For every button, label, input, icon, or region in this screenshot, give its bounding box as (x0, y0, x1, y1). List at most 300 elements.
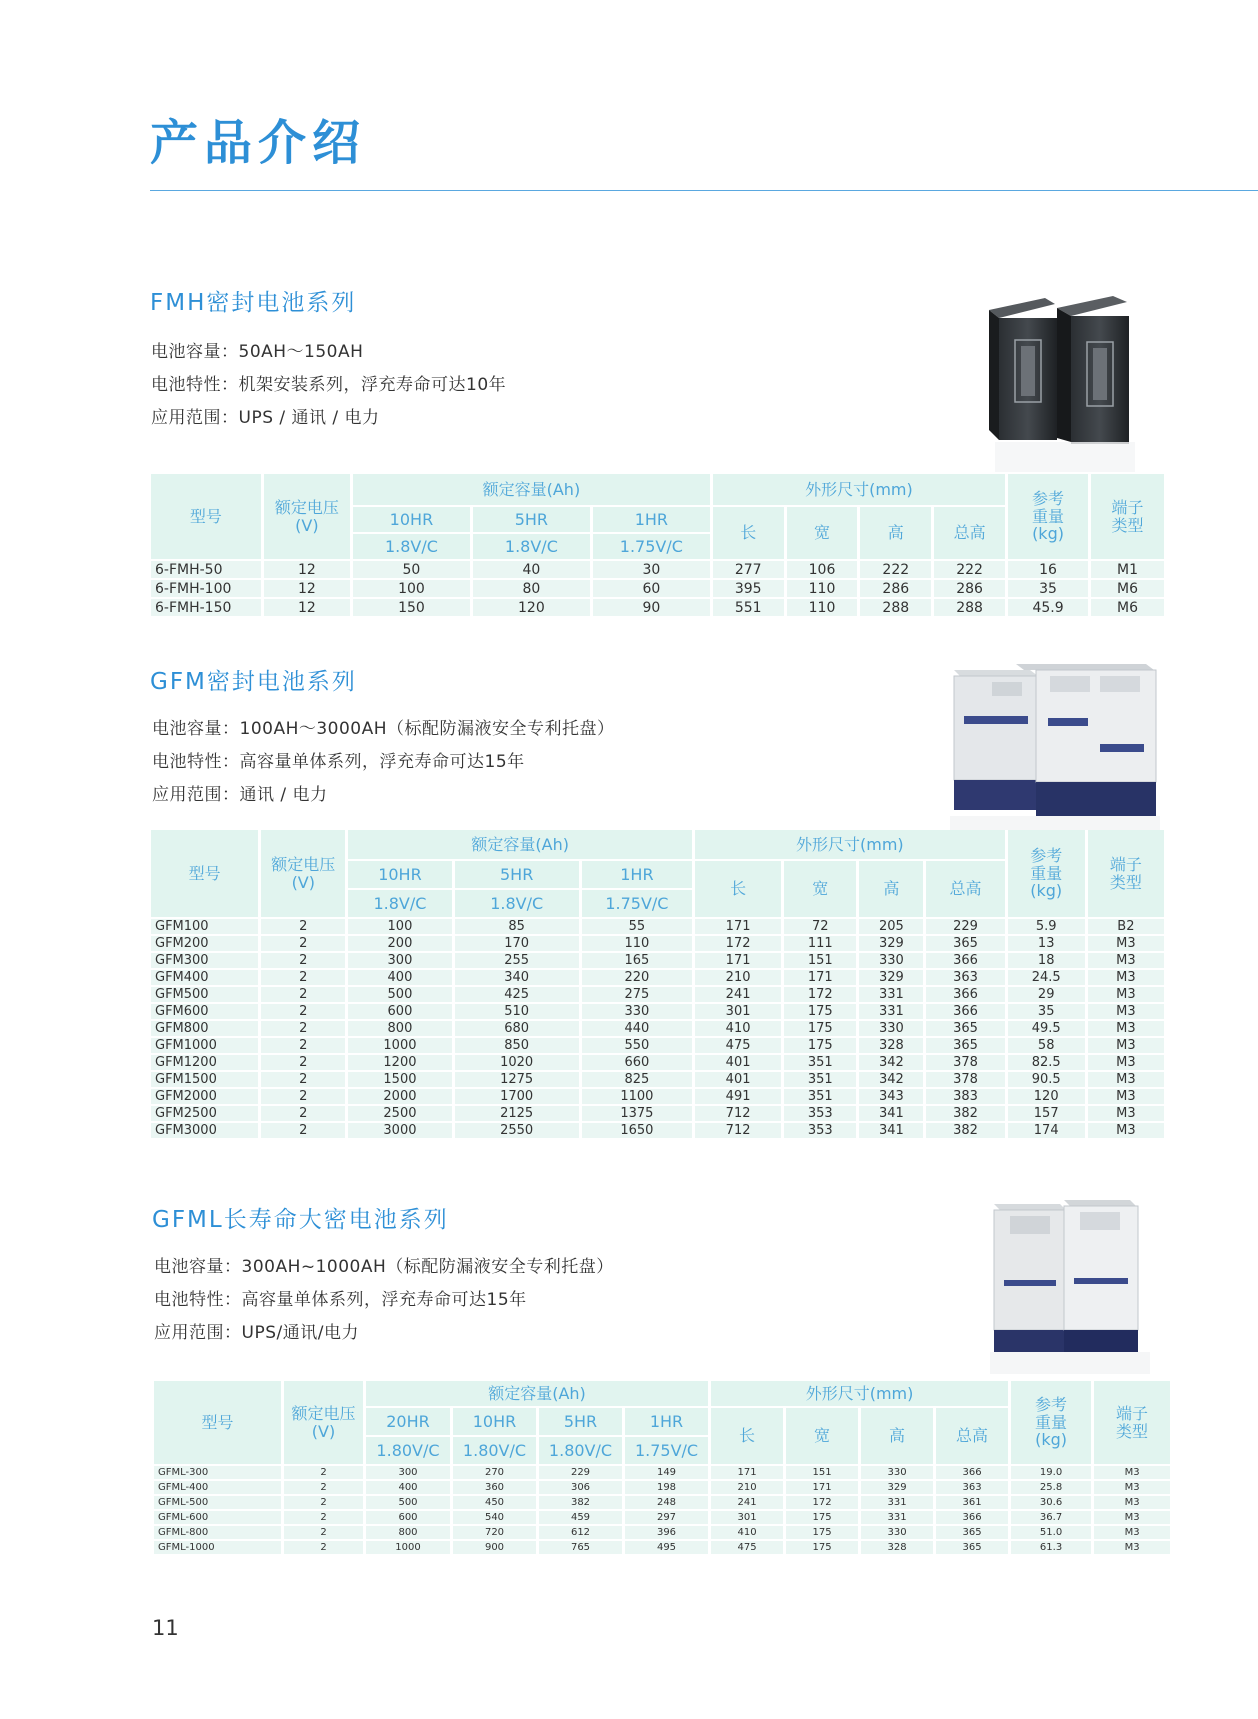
table-cell: 306 (539, 1481, 622, 1494)
table-cell: 205 (859, 919, 923, 934)
table-cell: 110 (787, 580, 858, 597)
table-cell: 149 (625, 1466, 708, 1479)
table-row (151, 599, 1164, 616)
table-cell: 300 (366, 1466, 450, 1479)
header-cutoff: 1.80V/C (453, 1437, 536, 1464)
header-cutoff: 1.8V/C (353, 534, 470, 559)
table-cell: 72 (784, 919, 856, 934)
table-cell: 270 (453, 1466, 536, 1479)
table-row (151, 936, 1164, 951)
table-cell: 410 (711, 1526, 783, 1539)
header-cutoff: 1.75V/C (593, 534, 710, 559)
header-model: 型号 (151, 474, 261, 559)
table-cell: 30.6 (1011, 1496, 1091, 1509)
table-cell: 172 (784, 987, 856, 1002)
table-cell: 110 (582, 936, 692, 951)
table-cell: 330 (861, 1466, 933, 1479)
table-row (151, 580, 1164, 597)
header-rate: 5HR (539, 1408, 622, 1435)
table-cell: 30 (593, 561, 710, 578)
table-row (154, 1541, 1170, 1554)
table-cell: 222 (934, 561, 1005, 578)
table-cell: 24.5 (1008, 970, 1085, 985)
model-cell: 6-FMH-150 (151, 599, 261, 616)
table-cell: 120 (473, 599, 590, 616)
table-cell: 459 (539, 1511, 622, 1524)
table-cell: 288 (860, 599, 931, 616)
table-cell: 395 (713, 580, 784, 597)
gfm-feature-line: 电池特性：高容量单体系列，浮充寿命可达15年 (152, 752, 525, 772)
header-cutoff: 1.8V/C (455, 890, 579, 917)
table-cell: 500 (348, 987, 451, 1002)
table-cell: 171 (784, 970, 856, 985)
header-dimensions: 外形尺寸(mm) (711, 1381, 1008, 1406)
table-cell: 50 (353, 561, 470, 578)
fmh-spec-table (148, 472, 1167, 618)
table-cell: M3 (1094, 1526, 1170, 1539)
gfm-capacity-line: 电池容量：100AH～3000AH（标配防漏液安全专利托盘） (152, 719, 615, 739)
gfml-application-line: 应用范围：UPS/通讯/电力 (154, 1323, 359, 1343)
table-cell: M3 (1088, 1106, 1164, 1121)
table-cell: 366 (926, 987, 1004, 1002)
table-cell: 16 (1008, 561, 1088, 578)
table-cell: 120 (1008, 1089, 1085, 1104)
model-cell: GFML-1000 (154, 1541, 281, 1554)
table-cell: 475 (711, 1541, 783, 1554)
header-height: 高 (861, 1408, 933, 1464)
table-cell: 365 (936, 1526, 1008, 1539)
table-cell: 2 (261, 1021, 345, 1036)
table-cell: 151 (784, 953, 856, 968)
header-terminal: 端子 类型 (1094, 1381, 1170, 1464)
table-cell: 175 (786, 1526, 858, 1539)
table-cell: 366 (936, 1511, 1008, 1524)
model-cell: GFM800 (151, 1021, 258, 1036)
table-cell: 660 (582, 1055, 692, 1070)
table-cell: 229 (539, 1466, 622, 1479)
header-cutoff: 1.75V/C (582, 890, 692, 917)
table-cell: 330 (859, 953, 923, 968)
page-title: 产品介绍 (150, 115, 367, 171)
table-cell: 378 (926, 1055, 1004, 1070)
header-model: 型号 (154, 1381, 281, 1464)
table-cell: 500 (366, 1496, 450, 1509)
table-cell: 172 (786, 1496, 858, 1509)
table-row (151, 561, 1164, 578)
table-cell: 175 (786, 1511, 858, 1524)
table-cell: 450 (453, 1496, 536, 1509)
model-cell: GFML-400 (154, 1481, 281, 1494)
header-dimensions: 外形尺寸(mm) (713, 474, 1005, 505)
table-cell: 2 (284, 1466, 363, 1479)
table-cell: 1650 (582, 1123, 692, 1138)
table-cell: M3 (1088, 970, 1164, 985)
fmh-feature-line: 电池特性：机架安装系列，浮充寿命可达10年 (151, 375, 507, 395)
table-cell: 353 (784, 1106, 856, 1121)
header-voltage: 额定电压 (V) (284, 1381, 363, 1464)
table-cell: 1000 (366, 1541, 450, 1554)
table-cell: 297 (625, 1511, 708, 1524)
gfml-table-body (154, 1466, 1170, 1554)
table-cell: 12 (264, 580, 350, 597)
header-cutoff: 1.80V/C (539, 1437, 622, 1464)
table-cell: 329 (859, 936, 923, 951)
table-cell: 222 (860, 561, 931, 578)
table-cell: 2 (284, 1526, 363, 1539)
header-weight: 参考 重量 (kg) (1008, 474, 1088, 559)
table-row (151, 1089, 1164, 1104)
gfml-feature-line: 电池特性：高容量单体系列，浮充寿命可达15年 (154, 1290, 527, 1310)
table-cell: 25.8 (1011, 1481, 1091, 1494)
table-cell: M3 (1088, 1038, 1164, 1053)
table-cell: 51.0 (1011, 1526, 1091, 1539)
model-cell: 6-FMH-50 (151, 561, 261, 578)
table-cell: M3 (1094, 1466, 1170, 1479)
table-row (154, 1466, 1170, 1479)
table-cell: 40 (473, 561, 590, 578)
header-rate: 20HR (366, 1408, 450, 1435)
page-number: 11 (152, 1616, 179, 1640)
table-cell: 2 (261, 953, 345, 968)
table-cell: 328 (861, 1541, 933, 1554)
table-cell: M3 (1088, 1021, 1164, 1036)
table-cell: 825 (582, 1072, 692, 1087)
table-cell: 229 (926, 919, 1004, 934)
gfm-spec-table (148, 828, 1167, 1140)
model-cell: GFM500 (151, 987, 258, 1002)
header-weight: 参考 重量 (kg) (1008, 830, 1085, 917)
model-cell: GFM2000 (151, 1089, 258, 1104)
table-cell: 18 (1008, 953, 1085, 968)
table-cell: 329 (861, 1481, 933, 1494)
table-cell: 241 (711, 1496, 783, 1509)
table-cell: 106 (787, 561, 858, 578)
table-row (151, 953, 1164, 968)
table-cell: 286 (860, 580, 931, 597)
model-cell: GFM100 (151, 919, 258, 934)
section-title-gfml: GFML长寿命大密电池系列 (152, 1207, 449, 1233)
table-cell: 82.5 (1008, 1055, 1085, 1070)
table-cell: 150 (353, 599, 470, 616)
model-cell: GFML-800 (154, 1526, 281, 1539)
table-cell: 241 (695, 987, 781, 1002)
table-cell: 396 (625, 1526, 708, 1539)
header-terminal: 端子 类型 (1091, 474, 1164, 559)
table-cell: 2 (284, 1511, 363, 1524)
table-cell: 200 (348, 936, 451, 951)
model-cell: GFML-600 (154, 1511, 281, 1524)
table-cell: M3 (1094, 1496, 1170, 1509)
table-cell: 12 (264, 599, 350, 616)
table-cell: 331 (861, 1496, 933, 1509)
table-cell: M3 (1088, 1055, 1164, 1070)
table-cell: 171 (786, 1481, 858, 1494)
model-cell: 6-FMH-100 (151, 580, 261, 597)
table-cell: 360 (453, 1481, 536, 1494)
table-cell: 58 (1008, 1038, 1085, 1053)
table-cell: 365 (926, 1038, 1004, 1053)
table-cell: 2 (284, 1496, 363, 1509)
table-cell: 55 (582, 919, 692, 934)
table-cell: 61.3 (1011, 1541, 1091, 1554)
table-cell: 720 (453, 1526, 536, 1539)
table-cell: 410 (695, 1021, 781, 1036)
header-rate: 10HR (348, 861, 451, 888)
table-cell: 2 (261, 1072, 345, 1087)
model-cell: GFM3000 (151, 1123, 258, 1138)
table-cell: 400 (348, 970, 451, 985)
gfm-table-body (151, 919, 1164, 1138)
header-length: 长 (713, 507, 784, 559)
model-cell: GFM1500 (151, 1072, 258, 1087)
table-cell: 351 (784, 1072, 856, 1087)
table-cell: 1275 (455, 1072, 579, 1087)
table-row (151, 1038, 1164, 1053)
table-cell: 171 (695, 919, 781, 934)
table-cell: 2 (261, 936, 345, 951)
header-rate: 5HR (473, 507, 590, 532)
front-terminal-battery-photo-icon (985, 290, 1145, 476)
table-cell: 60 (593, 580, 710, 597)
table-cell: 382 (926, 1123, 1004, 1138)
table-cell: M3 (1088, 936, 1164, 951)
gfml-spec-table (151, 1379, 1173, 1556)
table-cell: 45.9 (1008, 599, 1088, 616)
table-cell: M3 (1094, 1481, 1170, 1494)
table-cell: 600 (348, 1004, 451, 1019)
table-cell: 363 (926, 970, 1004, 985)
section-title-gfm: GFM密封电池系列 (150, 669, 357, 695)
gfml-capacity-line: 电池容量：300AH~1000AH（标配防漏液安全专利托盘） (154, 1257, 614, 1277)
table-cell: 551 (713, 599, 784, 616)
table-cell: 2 (261, 1004, 345, 1019)
table-cell: 331 (861, 1511, 933, 1524)
table-cell: 171 (695, 953, 781, 968)
table-cell: 401 (695, 1072, 781, 1087)
table-cell: 1500 (348, 1072, 451, 1087)
table-cell: 286 (934, 580, 1005, 597)
model-cell: GFM400 (151, 970, 258, 985)
table-cell: 275 (582, 987, 692, 1002)
fmh-table-body (151, 561, 1164, 616)
header-width: 宽 (786, 1408, 858, 1464)
model-cell: GFML-500 (154, 1496, 281, 1509)
header-width: 宽 (784, 861, 856, 917)
header-cutoff: 1.75V/C (625, 1437, 708, 1464)
table-cell: 491 (695, 1089, 781, 1104)
table-cell: 475 (695, 1038, 781, 1053)
table-row (151, 1123, 1164, 1138)
table-cell: 351 (784, 1089, 856, 1104)
table-cell: 210 (711, 1481, 783, 1494)
table-cell: 90 (593, 599, 710, 616)
table-cell: 765 (539, 1541, 622, 1554)
table-cell: 341 (859, 1106, 923, 1121)
header-rate: 10HR (453, 1408, 536, 1435)
table-cell: 343 (859, 1089, 923, 1104)
table-cell: M3 (1094, 1541, 1170, 1554)
table-cell: 35 (1008, 580, 1088, 597)
header-length: 长 (711, 1408, 783, 1464)
table-cell: 365 (926, 1021, 1004, 1036)
table-cell: 366 (926, 953, 1004, 968)
table-cell: M3 (1088, 1089, 1164, 1104)
model-cell: GFM300 (151, 953, 258, 968)
section-title-fmh: FMH密封电池系列 (150, 290, 357, 316)
table-row (151, 1055, 1164, 1070)
header-length: 长 (695, 861, 781, 917)
table-cell: 353 (784, 1123, 856, 1138)
table-cell: 29 (1008, 987, 1085, 1002)
table-cell: 328 (859, 1038, 923, 1053)
table-cell: 277 (713, 561, 784, 578)
table-cell: 800 (348, 1021, 451, 1036)
table-cell: 175 (786, 1541, 858, 1554)
table-cell: 165 (582, 953, 692, 968)
table-cell: 550 (582, 1038, 692, 1053)
table-cell: 600 (366, 1511, 450, 1524)
gfm-application-line: 应用范围：通讯 / 电力 (152, 785, 328, 805)
table-cell: 331 (859, 987, 923, 1002)
header-model: 型号 (151, 830, 258, 917)
table-cell: 366 (926, 1004, 1004, 1019)
table-cell: 680 (455, 1021, 579, 1036)
model-cell: GFM600 (151, 1004, 258, 1019)
table-cell: 400 (366, 1481, 450, 1494)
table-cell: 255 (455, 953, 579, 968)
header-height: 高 (859, 861, 923, 917)
header-cutoff: 1.8V/C (348, 890, 451, 917)
table-cell: 49.5 (1008, 1021, 1085, 1036)
table-cell: 382 (539, 1496, 622, 1509)
table-cell: 220 (582, 970, 692, 985)
table-row (151, 919, 1164, 934)
table-row (151, 1004, 1164, 1019)
table-cell: 510 (455, 1004, 579, 1019)
table-row (154, 1511, 1170, 1524)
model-cell: GFM1200 (151, 1055, 258, 1070)
table-cell: 2 (284, 1541, 363, 1554)
table-cell: 612 (539, 1526, 622, 1539)
table-cell: 365 (926, 936, 1004, 951)
table-cell: 85 (455, 919, 579, 934)
table-cell: B2 (1088, 919, 1164, 934)
table-cell: 712 (695, 1106, 781, 1121)
header-voltage: 额定电压 (V) (264, 474, 350, 559)
header-weight: 参考 重量 (kg) (1011, 1381, 1091, 1464)
header-rate: 5HR (455, 861, 579, 888)
header-terminal: 端子 类型 (1088, 830, 1164, 917)
table-cell: 100 (348, 919, 451, 934)
table-cell: 330 (859, 1021, 923, 1036)
table-cell: 175 (784, 1021, 856, 1036)
table-cell: 2125 (455, 1106, 579, 1121)
table-cell: 342 (859, 1055, 923, 1070)
table-cell: M3 (1088, 1004, 1164, 1019)
table-row (154, 1481, 1170, 1494)
table-cell: 1000 (348, 1038, 451, 1053)
table-cell: 361 (936, 1496, 1008, 1509)
gfm-battery-photo-icon (950, 660, 1160, 830)
table-cell: 900 (453, 1541, 536, 1554)
table-cell: 330 (582, 1004, 692, 1019)
table-cell: 850 (455, 1038, 579, 1053)
table-cell: 175 (784, 1004, 856, 1019)
table-cell: 342 (859, 1072, 923, 1087)
table-cell: 1200 (348, 1055, 451, 1070)
table-cell: 329 (859, 970, 923, 985)
table-cell: 151 (786, 1466, 858, 1479)
header-total-height: 总高 (934, 507, 1005, 559)
header-capacity: 额定容量(Ah) (366, 1381, 708, 1406)
table-cell: 2 (261, 1089, 345, 1104)
header-total-height: 总高 (936, 1408, 1008, 1464)
table-cell: 36.7 (1011, 1511, 1091, 1524)
table-cell: 301 (711, 1511, 783, 1524)
gfml-battery-photo-icon (990, 1198, 1150, 1378)
table-cell: 1020 (455, 1055, 579, 1070)
table-cell: M3 (1094, 1511, 1170, 1524)
header-total-height: 总高 (926, 861, 1004, 917)
table-cell: 383 (926, 1089, 1004, 1104)
table-cell: 1375 (582, 1106, 692, 1121)
model-cell: GFM2500 (151, 1106, 258, 1121)
header-rate: 1HR (593, 507, 710, 532)
table-cell: 174 (1008, 1123, 1085, 1138)
table-cell: 210 (695, 970, 781, 985)
fmh-capacity-line: 电池容量：50AH～150AH (151, 342, 364, 362)
table-cell: 301 (695, 1004, 781, 1019)
table-cell: 540 (453, 1511, 536, 1524)
table-cell: 1100 (582, 1089, 692, 1104)
header-cutoff: 1.80V/C (366, 1437, 450, 1464)
table-row (154, 1496, 1170, 1509)
table-cell: 90.5 (1008, 1072, 1085, 1087)
table-cell: 110 (787, 599, 858, 616)
header-rate: 10HR (353, 507, 470, 532)
table-cell: 2 (261, 1055, 345, 1070)
table-cell: 100 (353, 580, 470, 597)
table-cell: 351 (784, 1055, 856, 1070)
table-cell: 2 (284, 1481, 363, 1494)
table-cell: 363 (936, 1481, 1008, 1494)
header-dimensions: 外形尺寸(mm) (695, 830, 1005, 859)
table-cell: 2 (261, 1106, 345, 1121)
fmh-application-line: 应用范围：UPS / 通讯 / 电力 (151, 408, 380, 428)
table-cell: 175 (784, 1038, 856, 1053)
model-cell: GFM1000 (151, 1038, 258, 1053)
model-cell: GFML-300 (154, 1466, 281, 1479)
table-row (151, 987, 1164, 1002)
table-cell: 111 (784, 936, 856, 951)
header-capacity: 额定容量(Ah) (348, 830, 692, 859)
table-cell: 2 (261, 987, 345, 1002)
header-capacity: 额定容量(Ah) (353, 474, 710, 505)
table-cell: 170 (455, 936, 579, 951)
table-cell: M3 (1088, 987, 1164, 1002)
table-cell: 2 (261, 970, 345, 985)
table-cell: M3 (1088, 1072, 1164, 1087)
header-rate: 1HR (625, 1408, 708, 1435)
header-cutoff: 1.8V/C (473, 534, 590, 559)
header-width: 宽 (787, 507, 858, 559)
table-cell: 12 (264, 561, 350, 578)
table-cell: 13 (1008, 936, 1085, 951)
table-cell: 401 (695, 1055, 781, 1070)
table-cell: 340 (455, 970, 579, 985)
header-rate: 1HR (582, 861, 692, 888)
table-cell: 495 (625, 1541, 708, 1554)
